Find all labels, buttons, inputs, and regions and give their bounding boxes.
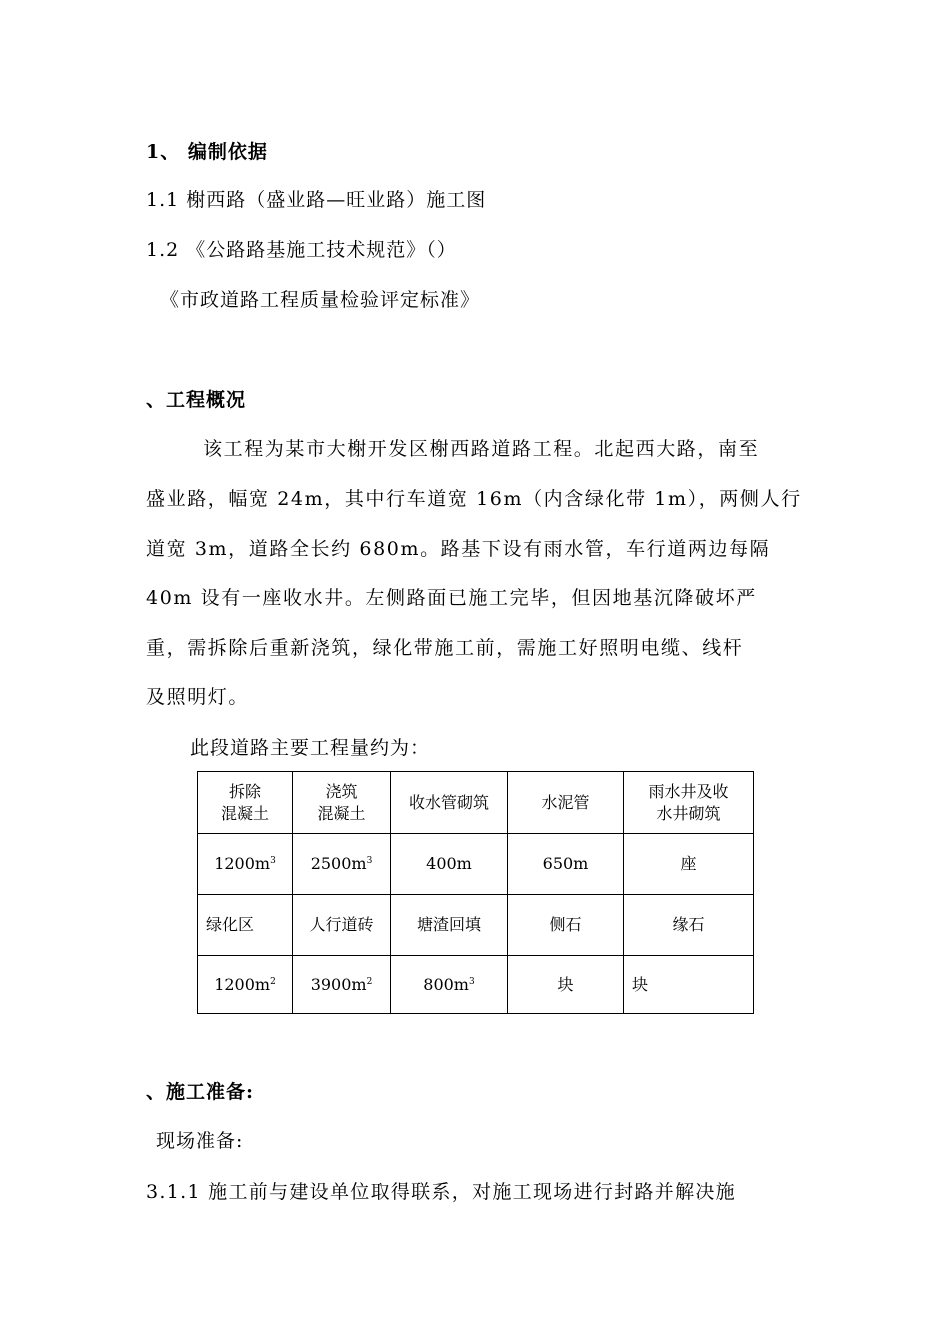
table-cell: 收水管砌筑 — [391, 772, 508, 834]
table-cell: 塘渣回填 — [391, 895, 508, 956]
table-cell: 块 — [508, 956, 624, 1014]
table-cell: 座 — [624, 834, 754, 895]
table-cell: 浇筑 混凝土 — [293, 772, 391, 834]
table-cell: 缘石 — [624, 895, 754, 956]
table-cell: $1200m^3$ — [198, 834, 293, 895]
table-row — [198, 772, 754, 834]
reference-item-2: 1.2 《公路路基施工技术规范》（） — [146, 239, 457, 261]
reference-item-3: 《市政道路工程质量检验评定标准》 — [160, 289, 481, 311]
quantities-table — [197, 771, 754, 1014]
table-cell: 400m — [391, 834, 508, 895]
paragraph-line: 该工程为某市大榭开发区榭西路道路工程。北起西大路，南至 — [203, 438, 760, 460]
table-cell: $3900m^2$ — [293, 956, 391, 1014]
table-row — [198, 956, 754, 1014]
table-cell: 侧石 — [508, 895, 624, 956]
table-cell: 人行道砖 — [293, 895, 391, 956]
paragraph-line: 道宽 3m，道路全长约 680m。路基下设有雨水管，车行道两边每隔 — [146, 538, 771, 560]
table-cell: 块 — [624, 956, 754, 1014]
table-cell: $1200m^2$ — [198, 956, 293, 1014]
paragraph-line: 40m 设有一座收水井。左侧路面已施工完毕，但因地基沉降破坏严 — [146, 587, 757, 609]
section-2-heading: 、工程概况 — [146, 389, 247, 411]
subsection-site-prep: 现场准备: — [156, 1130, 244, 1152]
table-row — [198, 834, 754, 895]
paragraph-line: 及照明灯。 — [146, 686, 250, 708]
table-cell: 650m — [508, 834, 624, 895]
table-row — [198, 895, 754, 956]
paragraph-line: 重，需拆除后重新浇筑，绿化带施工前，需施工好照明电缆、线杆 — [146, 637, 744, 659]
table-cell: 雨水井及收 水井砌筑 — [624, 772, 754, 834]
table-cell: $2500m^3$ — [293, 834, 391, 895]
reference-item-1: 1.1 榭西路（盛业路—旺业路）施工图 — [146, 189, 487, 211]
table-intro: 此段道路主要工程量约为： — [190, 737, 431, 759]
item-3-1-1: 3.1.1 施工前与建设单位取得联系，对施工现场进行封路并解决施 — [146, 1181, 736, 1203]
section-1-heading: 1、 编制依据 — [146, 141, 268, 163]
paragraph-line: 盛业路，幅宽 24m，其中行车道宽 16m（内含绿化带 1m），两侧人行 — [146, 488, 802, 510]
table-cell: $800m^3$ — [391, 956, 508, 1014]
table-cell: 绿化区 — [198, 895, 293, 956]
table-cell: 水泥管 — [508, 772, 624, 834]
section-3-heading: 、施工准备: — [146, 1081, 255, 1103]
table-cell: 拆除 混凝土 — [198, 772, 293, 834]
